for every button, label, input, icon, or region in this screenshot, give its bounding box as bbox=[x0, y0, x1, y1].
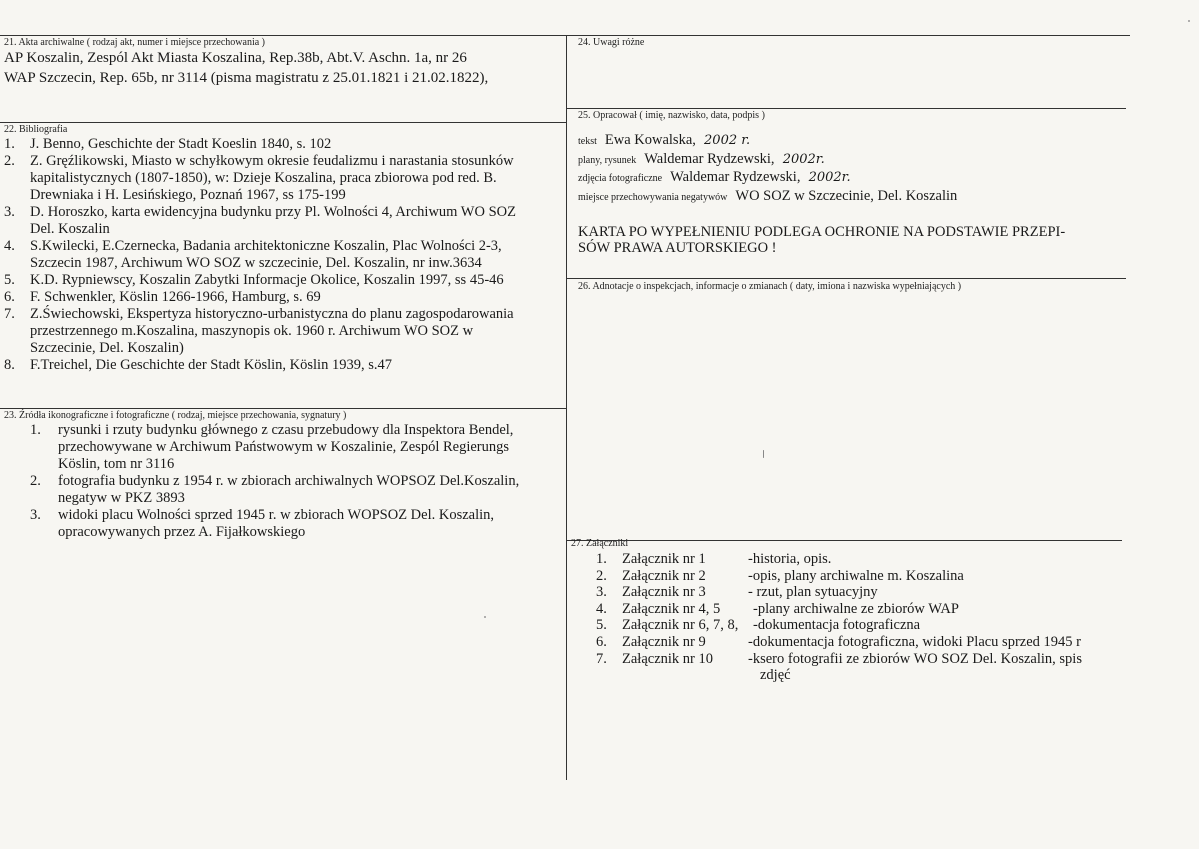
bibliography-item-line: Drewniaka i H. Lesińskiego, Poznań 1967, ss 175-199 bbox=[30, 187, 346, 203]
attachment-name: Załącznik nr 4, 5 bbox=[622, 600, 721, 617]
source-item-line: fotografia budynku z 1954 r. w zbiorach archiwalnych WOPSOZ Del.Koszalin, bbox=[58, 473, 520, 489]
section-21-line-1: AP Koszalin, Zespól Akt Miasta Koszalina, Rep.38b, Abt.V. Aschn. 1a, nr 26 bbox=[4, 50, 467, 66]
prepared-by-row bbox=[578, 150, 825, 168]
bibliography-item-line: Szczecinie, Del. Koszalin) bbox=[30, 340, 184, 356]
source-item-number: 1. bbox=[30, 422, 41, 438]
bibliography-item-line: F.Treichel, Die Geschichte der Stadt Köslin, Köslin 1939, s.47 bbox=[30, 357, 392, 373]
source-item bbox=[30, 422, 564, 473]
bibliography-item-line: J. Benno, Geschichte der Stadt Koeslin 1840, s. 102 bbox=[30, 136, 332, 152]
bibliography-item-line: kapitalistycznych (1807-1850), w: Dzieje Koszalina, praca zbiorowa pod red. B. bbox=[30, 170, 497, 186]
source-item bbox=[30, 473, 564, 507]
attachment-description: - rzut, plan sytuacyjny bbox=[748, 584, 878, 601]
bibliography-item-number: 7. bbox=[4, 306, 15, 322]
scan-speck bbox=[484, 616, 486, 618]
bibliography-item bbox=[4, 289, 564, 306]
prepared-by-value: Ewa Kowalska, bbox=[604, 132, 696, 148]
attachment-name: Załącznik nr 3 bbox=[622, 584, 706, 601]
attachment-description: -ksero fotografii ze zbiorów WO SOZ Del. Koszalin, spis bbox=[748, 650, 1082, 667]
bibliography-item-number: 4. bbox=[4, 238, 15, 254]
bibliography-item bbox=[4, 357, 564, 374]
attachment-name: Załącznik nr 10 bbox=[622, 650, 713, 667]
sources-list bbox=[30, 422, 564, 541]
bibliography-item-line: Z. Gręźlikowski, Miasto w schyłkowym okresie feudalizmu i narastania stosunków bbox=[30, 153, 514, 169]
top-border bbox=[0, 35, 1130, 36]
prepared-by-key: zdjęcia fotograficzne bbox=[578, 173, 663, 184]
bibliography-item-number: 6. bbox=[4, 289, 15, 305]
bibliography-item-number: 2. bbox=[4, 153, 15, 169]
handwritten-date: 2002 r. bbox=[699, 133, 751, 148]
scan-speck bbox=[763, 450, 764, 458]
scan-speck bbox=[1188, 20, 1190, 22]
divider-25-26 bbox=[566, 278, 1126, 279]
section-26-label: 26. Adnotacje o inspekcjach, informacje o zmianach ( daty, imiona i nazwiska wypełniających ) bbox=[578, 281, 962, 292]
section-21-label: 21. Akta archiwalne ( rodzaj akt, numer i miejsce przechowania ) bbox=[4, 37, 266, 48]
prepared-by-value: Waldemar Rydzewski, bbox=[670, 169, 801, 185]
bibliography-list bbox=[4, 136, 564, 374]
bibliography-item bbox=[4, 306, 564, 357]
bibliography-item-line: K.D. Rypniewscy, Koszalin Zabytki Informacje Okolice, Koszalin 1997, ss 45-46 bbox=[30, 272, 504, 288]
divider-21-22 bbox=[0, 122, 566, 123]
attachment-number: 2. bbox=[596, 567, 607, 584]
prepared-by-row bbox=[578, 131, 750, 149]
source-item-line: opracowywanych przez A. Fijałkowskiego bbox=[58, 524, 306, 540]
attachment-number: 6. bbox=[596, 634, 607, 650]
attachment-description: -dokumentacja fotograficzna, widoki Placu sprzed 1945 r bbox=[748, 634, 1081, 650]
bibliography-item bbox=[4, 204, 564, 238]
prepared-by-key: miejsce przechowywania negatywów bbox=[578, 192, 728, 203]
attachment-description-continued: zdjęć bbox=[760, 667, 791, 684]
bibliography-item-number: 5. bbox=[4, 272, 15, 288]
attachment-number: 4. bbox=[596, 600, 607, 617]
attachment-number: 1. bbox=[596, 551, 607, 567]
column-divider bbox=[566, 35, 567, 780]
prepared-by-value: Waldemar Rydzewski, bbox=[644, 151, 775, 167]
handwritten-date: 2002r. bbox=[778, 152, 825, 167]
source-item bbox=[30, 507, 564, 541]
prepared-by-key: tekst bbox=[578, 136, 597, 147]
source-item-line: przechowywane w Archiwum Państwowym w Koszalinie, Zespól Regierungs bbox=[58, 439, 510, 455]
bibliography-item-line: przestrzennego m.Koszalina, maszynopis ok. 1960 r. Archiwum WO SOZ w bbox=[30, 323, 474, 339]
bibliography-item-number: 3. bbox=[4, 204, 15, 220]
section-25-label: 25. Opracował ( imię, nazwisko, data, podpis ) bbox=[578, 110, 765, 121]
bibliography-item-line: F. Schwenkler, Köslin 1266-1966, Hamburg, s. 69 bbox=[30, 289, 321, 305]
source-item-line: rysunki i rzuty budynku głównego z czasu przebudowy dla Inspektora Bendel, bbox=[58, 422, 514, 438]
section-24-label: 24. Uwagi różne bbox=[578, 37, 645, 48]
prepared-by-row bbox=[578, 187, 957, 205]
source-item-line: widoki placu Wolności sprzed 1945 r. w zbiorach WOPSOZ Del. Koszalin, bbox=[58, 507, 495, 523]
prepared-by-key: plany, rysunek bbox=[578, 155, 637, 166]
bibliography-item bbox=[4, 238, 564, 272]
bibliography-item-number: 8. bbox=[4, 357, 15, 373]
bibliography-item bbox=[4, 272, 564, 289]
bibliography-item-line: S.Kwilecki, E.Czernecka, Badania architektoniczne Koszalin, Plac Wolności 2-3, bbox=[30, 238, 502, 254]
copyright-notice-line-1: KARTA PO WYPEŁNIENIU PODLEGA OCHRONIE NA PODSTAWIE PRZEPI- bbox=[578, 224, 1066, 240]
bibliography-item bbox=[4, 136, 564, 153]
handwritten-date: 2002r. bbox=[804, 170, 851, 185]
section-21-line-2: WAP Szczecin, Rep. 65b, nr 3114 (pisma magistratu z 25.01.1821 i 21.02.1822), bbox=[4, 70, 489, 86]
section-27-label: 27. Załączniki bbox=[571, 538, 629, 549]
divider-24-25 bbox=[566, 108, 1126, 109]
bibliography-item-line: Del. Koszalin bbox=[30, 221, 110, 237]
attachment-name: Załącznik nr 9 bbox=[622, 634, 706, 650]
bibliography-item-line: Szczecin 1987, Archiwum WO SOZ w szczecinie, Del. Koszalin, nr inw.3634 bbox=[30, 255, 482, 271]
attachment-description: -dokumentacja fotograficzna bbox=[753, 617, 921, 634]
attachment-name: Załącznik nr 2 bbox=[622, 567, 706, 584]
prepared-by-row bbox=[578, 168, 851, 186]
divider-26-27 bbox=[566, 540, 1122, 541]
attachment-description: -plany archiwalne ze zbiorów WAP bbox=[753, 600, 959, 617]
attachment-number: 7. bbox=[596, 650, 607, 667]
source-item-line: negatyw w PKZ 3893 bbox=[58, 490, 185, 506]
attachment-name: Załącznik nr 1 bbox=[622, 551, 706, 567]
source-item-number: 3. bbox=[30, 507, 41, 523]
attachment-description: -opis, plany archiwalne m. Koszalina bbox=[748, 567, 964, 584]
attachment-number: 5. bbox=[596, 617, 607, 634]
bibliography-item bbox=[4, 153, 564, 204]
attachment-description: -historia, opis. bbox=[748, 551, 832, 567]
section-23-label: 23. Źródła ikonograficzne i fotograficzne ( rodzaj, miejsce przechowania, sygnatury ) bbox=[4, 410, 347, 421]
copyright-notice-line-2: SÓW PRAWA AUTORSKIEGO ! bbox=[578, 240, 777, 256]
source-item-number: 2. bbox=[30, 473, 41, 489]
attachment-number: 3. bbox=[596, 584, 607, 601]
divider-22-23 bbox=[0, 408, 566, 409]
section-22-label: 22. Bibliografia bbox=[4, 124, 68, 135]
attachment-name: Załącznik nr 6, 7, 8, bbox=[622, 617, 739, 634]
source-item-line: Köslin, tom nr 3116 bbox=[58, 456, 175, 472]
bibliography-item-number: 1. bbox=[4, 136, 15, 152]
bibliography-item-line: D. Horoszko, karta ewidencyjna budynku przy Pl. Wolności 4, Archiwum WO SOZ bbox=[30, 204, 516, 220]
bibliography-item-line: Z.Świechowski, Ekspertyza historyczno-urbanistyczna do planu zagospodarowania bbox=[30, 306, 514, 322]
prepared-by-value: WO SOZ w Szczecinie, Del. Koszalin bbox=[735, 188, 958, 204]
